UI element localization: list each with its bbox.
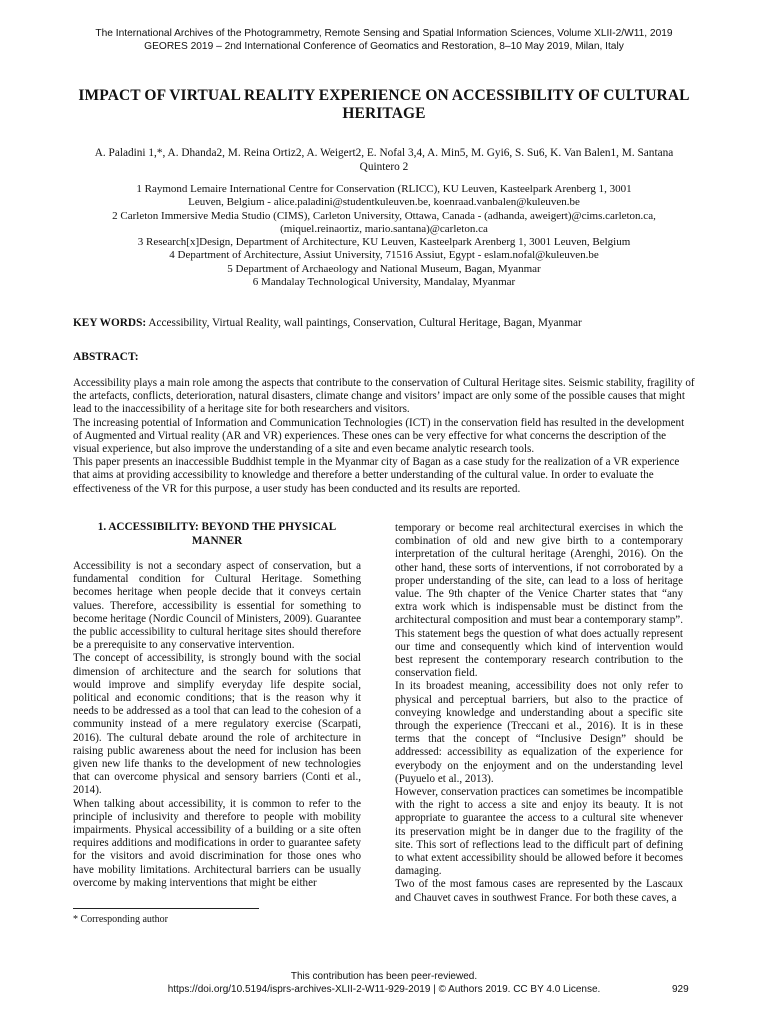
affiliation-line: 1 Raymond Lemaire International Centre for Conservation (RLICC), KU Leuven, Kasteelpark Arenberg 1, 3001 <box>136 183 632 195</box>
affiliation-line: (miquel.reinaortiz, mario.santana)@carleton.ca <box>280 222 488 235</box>
keywords-text: Accessibility, Virtual Reality, wall paintings, Conservation, Cultural Heritage, Bagan, Myanmar <box>146 317 582 329</box>
body-paragraph: Accessibility is not a secondary aspect of conservation, but a fundamental condition for Cultural Heritage. Something becomes heritage when people decide that it conveys certain values. Therefore, accessibility is essential for something to become heritage (Nordic Council of Ministers, 2009). Guarantee the public accessibility to cultural heritage sites should therefore be a prerequisite to any conservative intervention. <box>73 560 361 652</box>
affiliation-line: 6 Mandalay Technological University, Mandalay, Myanmar <box>252 276 516 289</box>
body-paragraph: Two of the most famous cases are represented by the Lascaux and Chauvet caves in southwest France. For both these caves, a <box>395 878 683 904</box>
body-paragraph: In its broadest meaning, accessibility does not only refer to physical and perceptual barriers, but also to the practice of conveying knowledge and understanding about a specific site through the experience (Treccani et al., 2016). It is in these terms that the concept of “Inclusive Design” should be addressed: accessibility as equalization of the experience for everybody on the enjoyment and on the understanding level (Puyuelo et al., 2013). <box>395 680 683 785</box>
affiliations <box>60 183 708 289</box>
paper-title: IMPACT OF VIRTUAL REALITY EXPERIENCE ON ACCESSIBILITY OF CULTURAL HERITAGE <box>78 87 690 122</box>
abstract-paragraph: The increasing potential of Information and Communication Technologies (ICT) in the conservation field has resulted in the development of Augmented and Virtual reality (AR and VR) experiences. These ones can be very effective for what concerns the description of the visual experience, but also improve the understanding of a site and even became analytic research tools. <box>73 416 685 456</box>
affiliation-line: 3 Research[x]Design, Department of Architecture, KU Leuven, Kasteelpark Arenberg 1, 3001 Leuven, Belgium <box>137 236 631 249</box>
page-footer <box>0 970 768 996</box>
doi-license-line: https://doi.org/10.5194/isprs-archives-XLII-2-W11-929-2019 | © Authors 2019. CC BY 4.0 License. <box>167 984 601 995</box>
affiliation-line: 4 Department of Architecture, Assiut University, 71516 Assiut, Egypt - eslam.nofal@kuleuven.be <box>169 249 599 262</box>
keywords <box>73 316 693 330</box>
journal-header <box>0 27 768 53</box>
abstract-paragraph: Accessibility plays a main role among the aspects that contribute to the conservation of Cultural Heritage sites. Seismic stability, fragility of the artefacts, conflicts, deterioration, natural disasters, climate change and visitors’ impact are only some of the possible causes that might lead to the inaccessibility of a heritage site for both researchers and visitors. <box>73 377 695 416</box>
section-heading: 1. ACCESSIBILITY: BEYOND THE PHYSICAL MANNER <box>97 521 337 547</box>
affiliation-line: Leuven, Belgium - alice.paladini@studentkuleuven.be, koenraad.vanbalen@kuleuven.be <box>188 196 580 209</box>
author-list: A. Paladini 1,*, A. Dhanda2, M. Reina Ortiz2, A. Weigert2, E. Nofal 3,4, A. Min5, M. Gyi6, S. Su6, K. Van Balen1, M. Santana Quintero 2 <box>94 147 674 173</box>
right-column <box>395 522 683 905</box>
abstract-body <box>73 377 695 496</box>
header-line-1: The International Archives of the Photogrammetry, Remote Sensing and Spatial Information Sciences, Volume XLII-2/W11, 2019 <box>95 28 673 39</box>
footnote: * Corresponding author <box>73 914 168 925</box>
footnote-divider <box>73 908 259 909</box>
body-paragraph: The concept of accessibility, is strongly bound with the social dimension of architecture and the search for solutions that would improve and simplify everyday life despite social, political and economic conditions; that is the reason why it needs to be addressed as a tool that can lead to the cohesion of a community instead of a mere regulatory exercise (Scarpati, 2016). The cultural debate around the role of architecture in raising public awareness about the need for inclusion has been given new life thanks to the development of new technologies that can overcome physical and sensory barriers (Conti et al., 2014). <box>73 652 361 797</box>
header-line-2: GEORES 2019 – 2nd International Conference of Geomatics and Restoration, 8–10 May 2019, Milan, Italy <box>144 41 624 52</box>
body-paragraph: When talking about accessibility, it is common to refer to the principle of inclusivity and therefore to people with mobility impairments. Physical accessibility of a building or a site often requires additions and modifications in order to guarantee safety for the visitors and avoid discrimination for those ones who have mobility limitations. Architectural barriers can be usually overcome by making interventions that might be either <box>73 797 361 889</box>
abstract-paragraph: This paper presents an inaccessible Buddhist temple in the Myanmar city of Bagan as a case study for the realization of a VR experience that aims at providing accessibility to knowledge and therefore a better understanding of the cultural value. In order to evaluate the effectiveness of the VR for this purpose, a user study has been conducted and its results are reported. <box>73 456 680 495</box>
peer-review-note: This contribution has been peer-reviewed. <box>290 971 478 982</box>
page-number: 929 <box>672 984 689 995</box>
keywords-label: KEY WORDS: <box>73 317 147 329</box>
abstract-heading: ABSTRACT: <box>73 351 139 363</box>
left-column <box>73 521 361 890</box>
affiliation-line: 5 Department of Archaeology and National Museum, Bagan, Myanmar <box>227 262 541 275</box>
body-paragraph: However, conservation practices can sometimes be incompatible with the right to access a site and enjoy its beauty. It is not appropriate to guarantee the access to a cultural site whenever its preservation might be in danger due to the fragility of the site. This sort of reflections lead to the difficult part of defining to what extent accessibility should be allowed before it becomes damaging. <box>395 786 683 878</box>
body-paragraph: temporary or become real architectural exercises in which the combination of old and new give birth to a contemporary interpretation of the cultural heritage (Arenghi, 2016). On the other hand, these sorts of interventions, if not corroborated by a proper understanding of the site, can lead to a loss of heritage value. The 9th chapter of the Venice Charter states that “any extra work which is indispensable must be distinct from the architectural composition and must bear a contemporary stamp”. This statement begs the question of what does actually represent our time and consequently which kind of intervention would best represent the contemporary research contribution to the conservation field. <box>395 522 683 680</box>
affiliation-line: 2 Carleton Immersive Media Studio (CIMS), Carleton University, Ottawa, Canada - (adhanda, aweigert)@cims.carleton.ca, <box>112 209 656 222</box>
